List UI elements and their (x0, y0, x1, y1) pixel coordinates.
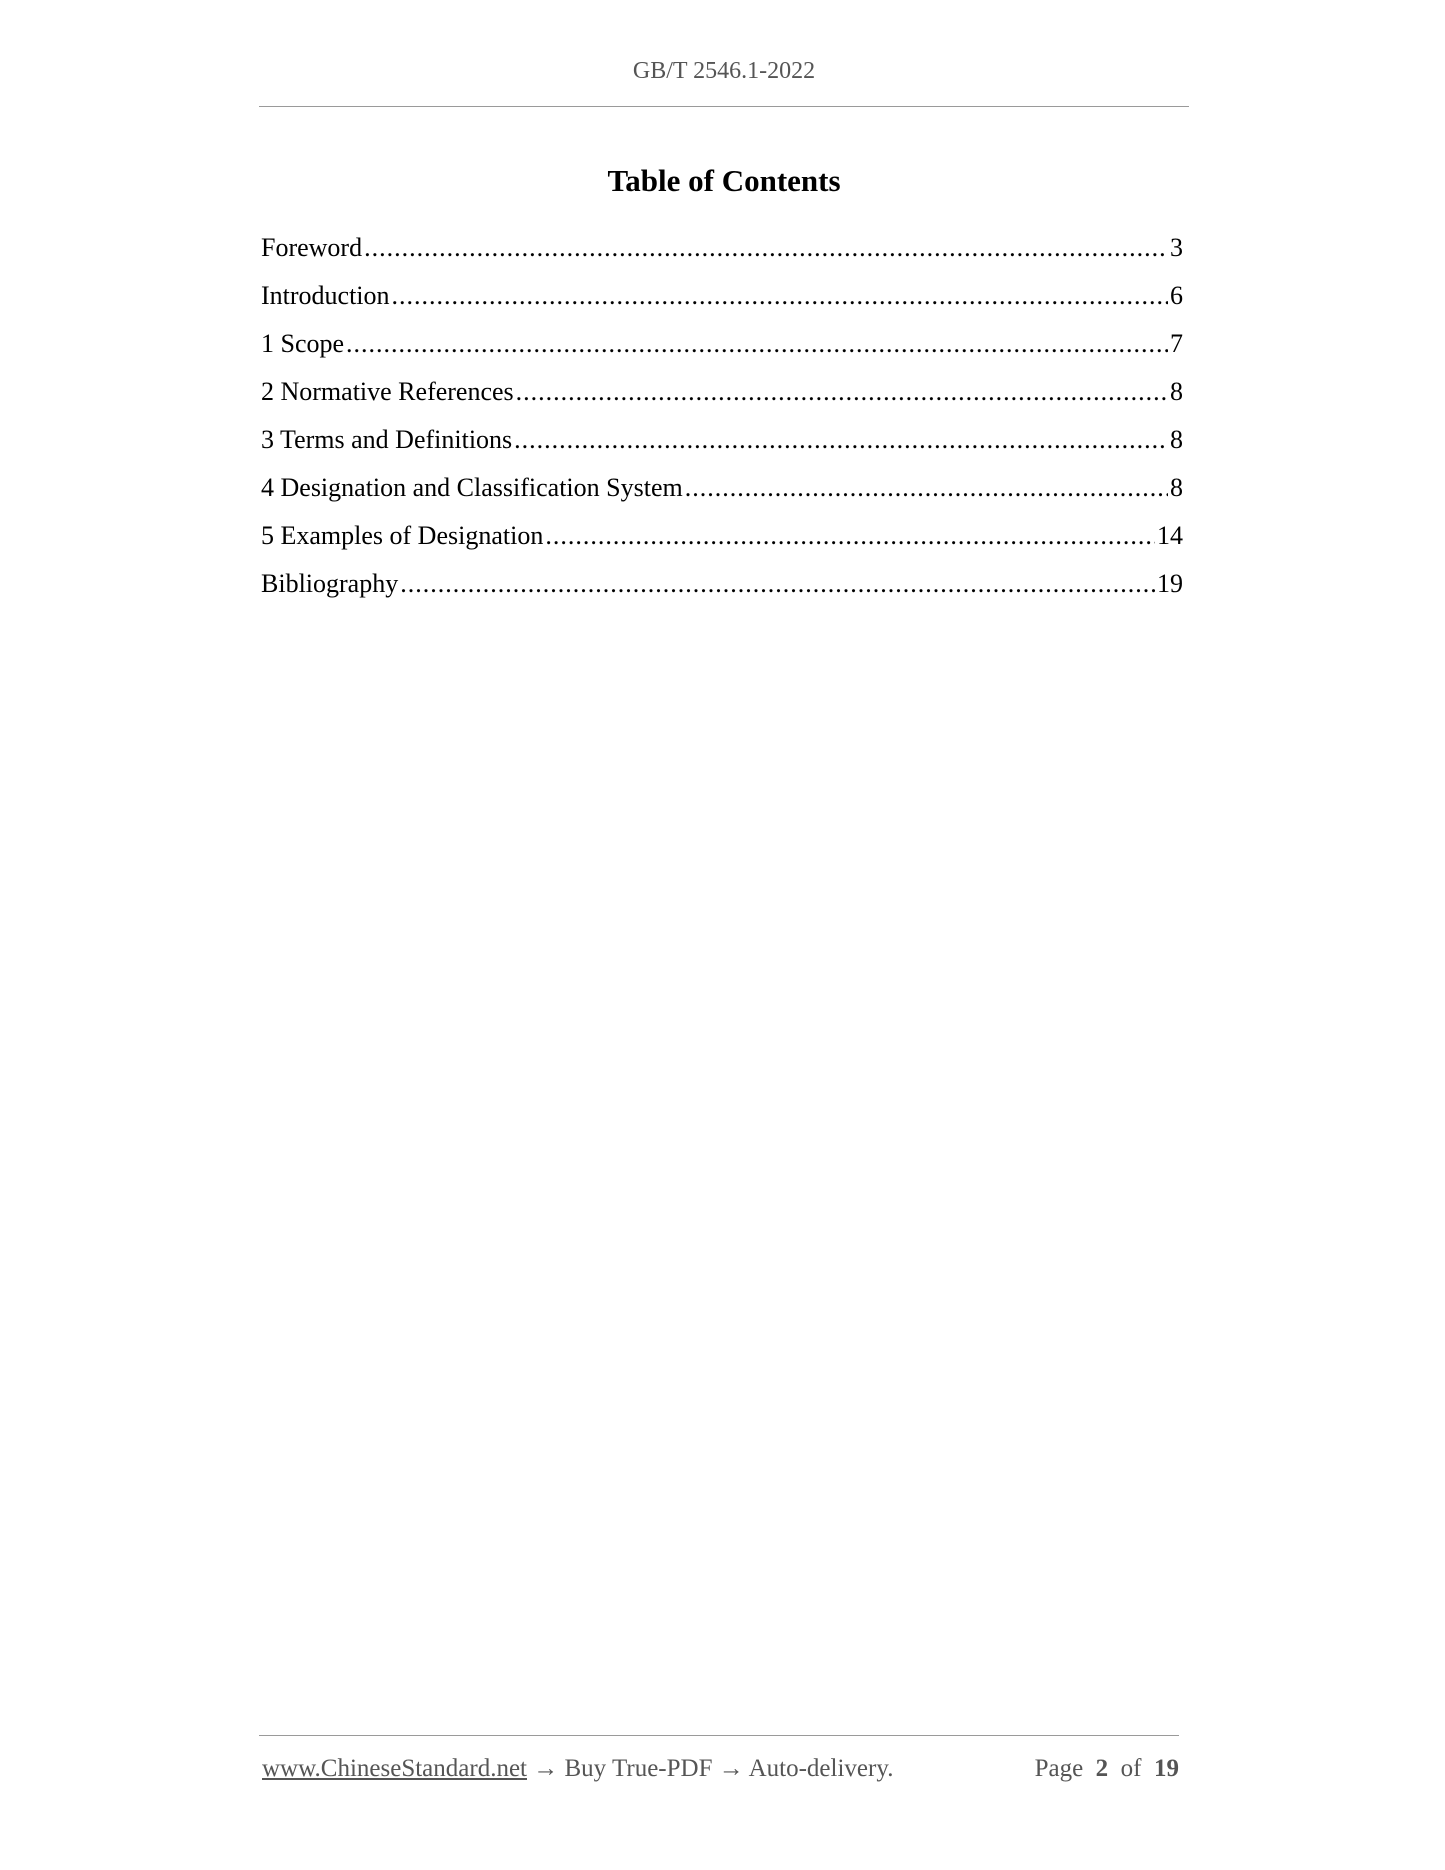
arrow-right-icon: → (718, 1755, 744, 1782)
toc-entry-label: 1 Scope (261, 329, 345, 358)
toc-entry-normative-references[interactable] (261, 374, 1183, 422)
toc-dot-leader (346, 326, 1168, 362)
toc-entry-page: 19 (1157, 569, 1183, 598)
toc-entry-label: 4 Designation and Classification System (261, 473, 683, 502)
page-number (1035, 1755, 1179, 1783)
toc-entry-examples-of-designation[interactable] (261, 518, 1183, 566)
site-link[interactable]: www.ChineseStandard.net (262, 1755, 527, 1782)
buy-true-pdf-text: Buy True-PDF (564, 1755, 713, 1782)
toc-entry-introduction[interactable] (261, 278, 1183, 326)
toc-entry-page: 7 (1170, 329, 1183, 358)
arrow-right-icon: → (533, 1755, 559, 1782)
toc-entry-label: Foreword (261, 233, 363, 262)
page-header-standard-code: GB/T 2546.1-2022 (632, 58, 816, 84)
toc-dot-leader (516, 374, 1168, 410)
toc-entry-label: 5 Examples of Designation (261, 521, 544, 550)
toc-title: Table of Contents (607, 163, 841, 198)
page-footer (262, 1755, 1179, 1783)
toc-entry-bibliography[interactable] (261, 566, 1183, 614)
toc-entry-designation-and-classification-system[interactable] (261, 470, 1183, 518)
toc-entry-label: Introduction (261, 281, 390, 310)
toc-entry-page: 8 (1170, 473, 1183, 502)
toc-entry-page: 8 (1170, 377, 1183, 406)
page-label: Page (1034, 1755, 1084, 1782)
toc-entry-page: 8 (1170, 425, 1183, 454)
toc-dot-leader (364, 230, 1168, 266)
toc-entry-page: 6 (1170, 281, 1183, 310)
page-current: 2 (1095, 1755, 1109, 1782)
toc-entry-scope[interactable] (261, 326, 1183, 374)
toc-dot-leader (514, 422, 1168, 458)
toc-list (261, 230, 1183, 614)
auto-delivery-text: Auto-delivery. (748, 1755, 894, 1782)
toc-entry-page: 3 (1170, 233, 1183, 262)
toc-entry-page: 14 (1157, 521, 1183, 550)
page-of-label: of (1120, 1755, 1142, 1782)
footer-promo (262, 1755, 893, 1783)
toc-entry-label: Bibliography (261, 569, 399, 598)
page-total: 19 (1154, 1755, 1179, 1782)
toc-dot-leader (685, 470, 1168, 506)
toc-entry-label: 3 Terms and Definitions (261, 425, 513, 454)
footer-divider (259, 1735, 1179, 1736)
toc-entry-label: 2 Normative References (261, 377, 514, 406)
header-divider (259, 106, 1189, 107)
toc-entry-foreword[interactable] (261, 230, 1183, 278)
toc-entry-terms-and-definitions[interactable] (261, 422, 1183, 470)
toc-dot-leader (400, 566, 1155, 602)
toc-dot-leader (545, 518, 1155, 554)
toc-dot-leader (392, 278, 1168, 314)
